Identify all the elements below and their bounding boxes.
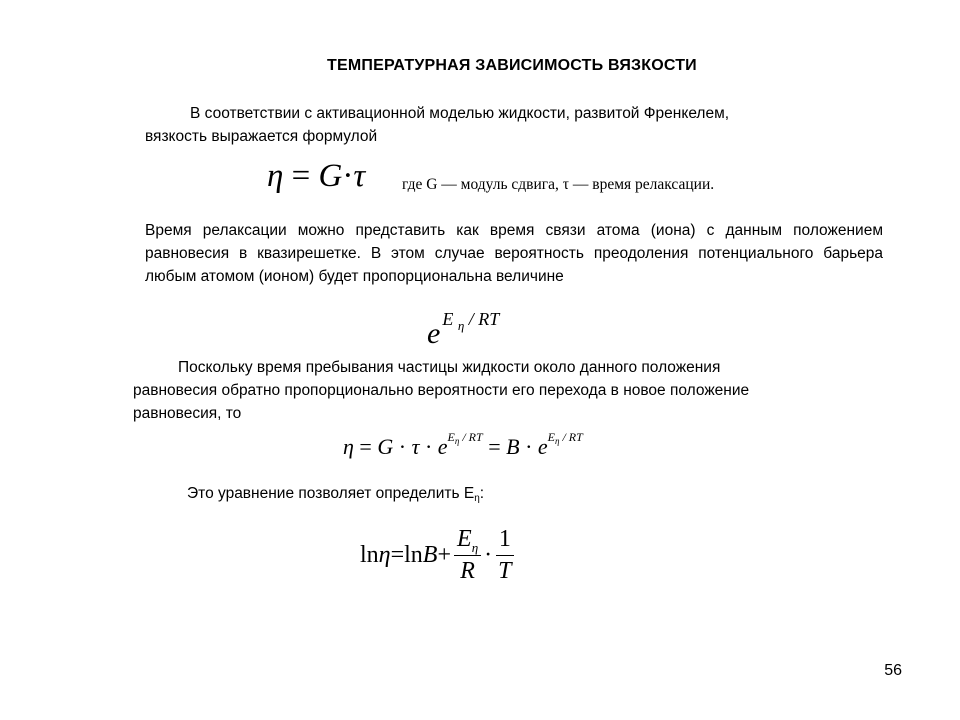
formula-log-ln1: ln xyxy=(360,541,379,568)
formula-viscosity-note: где G — модуль сдвига, τ — время релаксации. xyxy=(402,176,715,193)
formula-full-g: G xyxy=(377,434,394,459)
formula-log-num-e: E xyxy=(457,525,472,552)
paragraph-residence xyxy=(133,356,881,425)
formula-viscosity-full xyxy=(343,430,583,460)
paragraph-relaxation: Время релаксации можно представить как время связи атома (иона) с данным положением равновесия в квазирешетке. В этом случае вероятность преодоления потенциального барьера любым атомом (ионом) будет пропорциональна величине xyxy=(145,222,883,285)
formula-viscosity-equals: = xyxy=(291,158,311,194)
paragraph-intro-line2: вязкость выражается формулой xyxy=(145,128,378,145)
formula-log-fraction-temp xyxy=(495,526,514,585)
paragraph-intro-line1: В соответствии с активационной моделью жидкости, развитой Френкелем, xyxy=(190,105,730,122)
formula-viscosity-tau: τ xyxy=(353,158,366,194)
paragraph-determine-sub: η xyxy=(474,493,480,504)
formula-full-exp2-rest: / RT xyxy=(559,430,583,444)
formula-log-den-t: T xyxy=(498,557,512,584)
formula-full-b: B xyxy=(506,434,520,459)
formula-full-e1: e xyxy=(437,434,448,459)
formula-log-eta: η xyxy=(378,541,391,568)
formula-log-fraction-energy xyxy=(454,526,481,585)
paragraph-residence-line1: Поскольку время пребывания частицы жидкости около данного положения xyxy=(178,359,721,376)
paragraph-residence-line2: равновесия обратно пропорционально вероятности его перехода в новое положение xyxy=(133,382,750,399)
formula-exponent xyxy=(427,301,500,350)
formula-full-exponent1 xyxy=(448,430,483,444)
formula-full-dot2: · xyxy=(419,434,438,459)
formula-viscosity xyxy=(267,158,365,195)
formula-full-eq2: = xyxy=(482,434,507,459)
formula-full-exp1-eta: η xyxy=(454,436,460,446)
formula-exponent-e: E xyxy=(442,309,454,329)
formula-log-plus: + xyxy=(437,541,452,568)
formula-full-eta: η xyxy=(343,434,354,459)
formula-log-num-eta: η xyxy=(471,539,479,555)
formula-exponent-rest: / RT xyxy=(464,309,500,329)
paragraph-determine xyxy=(187,485,484,504)
formula-full-exp2-e: E xyxy=(547,430,555,444)
formula-exponent-eta: η xyxy=(457,318,465,333)
formula-full-eq1: = xyxy=(353,434,378,459)
formula-full-e2: e xyxy=(537,434,548,459)
formula-full-exp1-e: E xyxy=(447,430,455,444)
formula-full-tau: τ xyxy=(411,434,420,459)
page-number: 56 xyxy=(884,662,902,679)
paragraph-determine-colon: : xyxy=(479,485,485,502)
formula-log-ln2: ln xyxy=(404,541,423,568)
formula-full-dot1: · xyxy=(393,434,412,459)
paragraph-residence-line3: равновесия, то xyxy=(133,405,242,422)
formula-full-dot3: · xyxy=(519,434,538,459)
formula-exponent-base: e xyxy=(427,317,441,350)
formula-viscosity-eta: η xyxy=(267,158,284,194)
paragraph-intro xyxy=(145,102,865,148)
formula-log-fraction-energy-numerator xyxy=(454,526,481,556)
formula-log xyxy=(360,515,518,595)
slide-title: ТЕМПЕРАТУРНАЯ ЗАВИСИМОСТЬ ВЯЗКОСТИ xyxy=(327,57,697,74)
formula-full-exponent2 xyxy=(548,430,583,444)
formula-log-dot: · xyxy=(484,541,493,568)
formula-full-exp2-eta: η xyxy=(555,436,560,446)
formula-log-b: B xyxy=(422,541,438,568)
paragraph-determine-text: Это уравнение позволяет определить E xyxy=(187,485,475,502)
formula-viscosity-dot: · xyxy=(342,158,354,194)
formula-log-num-1: 1 xyxy=(496,526,514,556)
formula-viscosity-g: G xyxy=(318,158,343,194)
formula-exponent-power xyxy=(442,309,500,333)
formula-log-den-r: R xyxy=(460,557,475,584)
formula-full-exp1-rest: / RT xyxy=(459,430,483,444)
formula-log-eq: = xyxy=(390,541,405,568)
